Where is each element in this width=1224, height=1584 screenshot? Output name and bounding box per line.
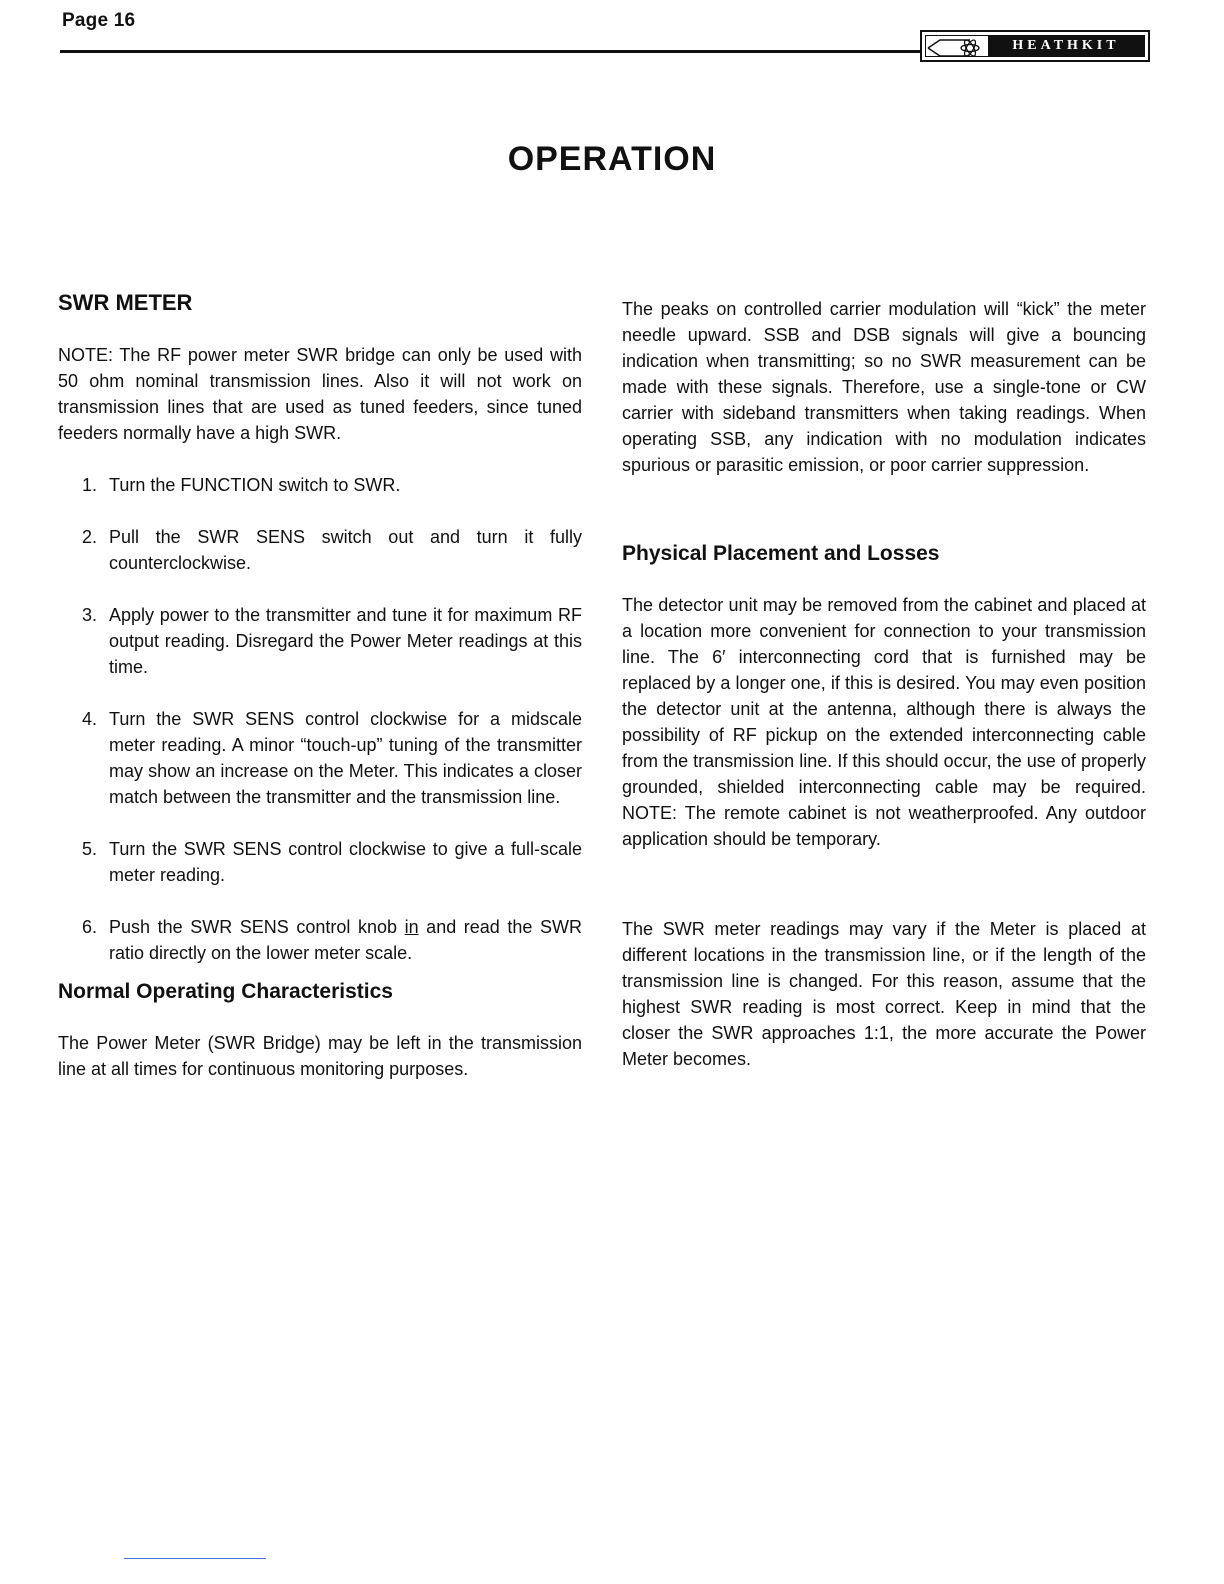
subheading-normal-operating: Normal Operating Characteristics [58,980,393,1003]
list-item: 6. Push the SWR SENS control knob in and read the SWR ratio directly on the lower meter scale. [82,917,582,963]
list-item: 3. Apply power to the transmitter and tune it for maximum RF output reading. Disregard the Power Meter readings at this time. [82,605,582,677]
right-column [622,296,1146,1072]
normal-operating-paragraph: The Power Meter (SWR Bridge) may be left in the transmission line at all times for continuous monitoring purposes. [58,1033,582,1079]
steps-list [58,472,582,966]
subheading-physical-placement: Physical Placement and Losses [622,542,940,565]
list-item: 4. Turn the SWR SENS control clockwise for a midscale meter reading. A minor “touch-up” tuning of the transmitter may show an increase on the Meter. This indicates a closer match between the transmitter and the transmission line. [82,709,582,807]
heathkit-logo [920,30,1150,62]
modulation-paragraph: The peaks on controlled carrier modulation will “kick” the meter needle upward. SSB and DSB signals will give a bouncing indication when transmitting; so no SWR measurement can be made with these signals. Therefore, use a single-tone or CW carrier with sideband transmitters when taking readings. When operating SSB, any indication with no modulation indicates spurious or parasitic emission, or poor carrier suppression. [622,299,1146,475]
list-item: 2. Pull the SWR SENS switch out and turn it fully counterclockwise. [82,527,582,573]
header-rule [60,50,940,53]
atom-icon [926,36,988,56]
page-title: OPERATION [507,140,717,178]
readings-paragraph: The SWR meter readings may vary if the Meter is placed at different locations in the transmission line, or if the length of the transmission line is changed. For this reason, assume that the highest SWR reading is most correct. Keep in mind that the closer the SWR approaches 1:1, the more accurate the Power Meter becomes. [622,919,1146,1069]
footer-line [124,1558,266,1559]
left-column [58,290,582,1082]
list-item: 1. Turn the FUNCTION switch to SWR. [82,475,401,495]
list-item: 5. Turn the SWR SENS control clockwise to give a full-scale meter reading. [82,839,582,885]
page-number: Page 16 [62,10,136,31]
section-heading-swr-meter: SWR METER [58,290,193,315]
note-paragraph: NOTE: The RF power meter SWR bridge can only be used with 50 ohm nominal transmission lines. Also it will not work on transmission lines that are used as tuned feeders, since tuned feeders normally have a high SWR. [58,345,582,443]
brand-name: HEATHKIT [988,36,1144,56]
placement-paragraph: The detector unit may be removed from the cabinet and placed at a location more convenient for connection to your transmission line. The 6′ interconnecting cord that is furnished may be replaced by a longer one, if this is desired. You may even position the detector unit at the antenna, although there is always the possibility of RF pickup on the extended interconnecting cable from the transmission line. If this should occur, the use of properly grounded, shielded interconnecting cable may be required. NOTE: The remote cabinet is not weatherproofed. Any outdoor application should be temporary. [622,595,1146,849]
